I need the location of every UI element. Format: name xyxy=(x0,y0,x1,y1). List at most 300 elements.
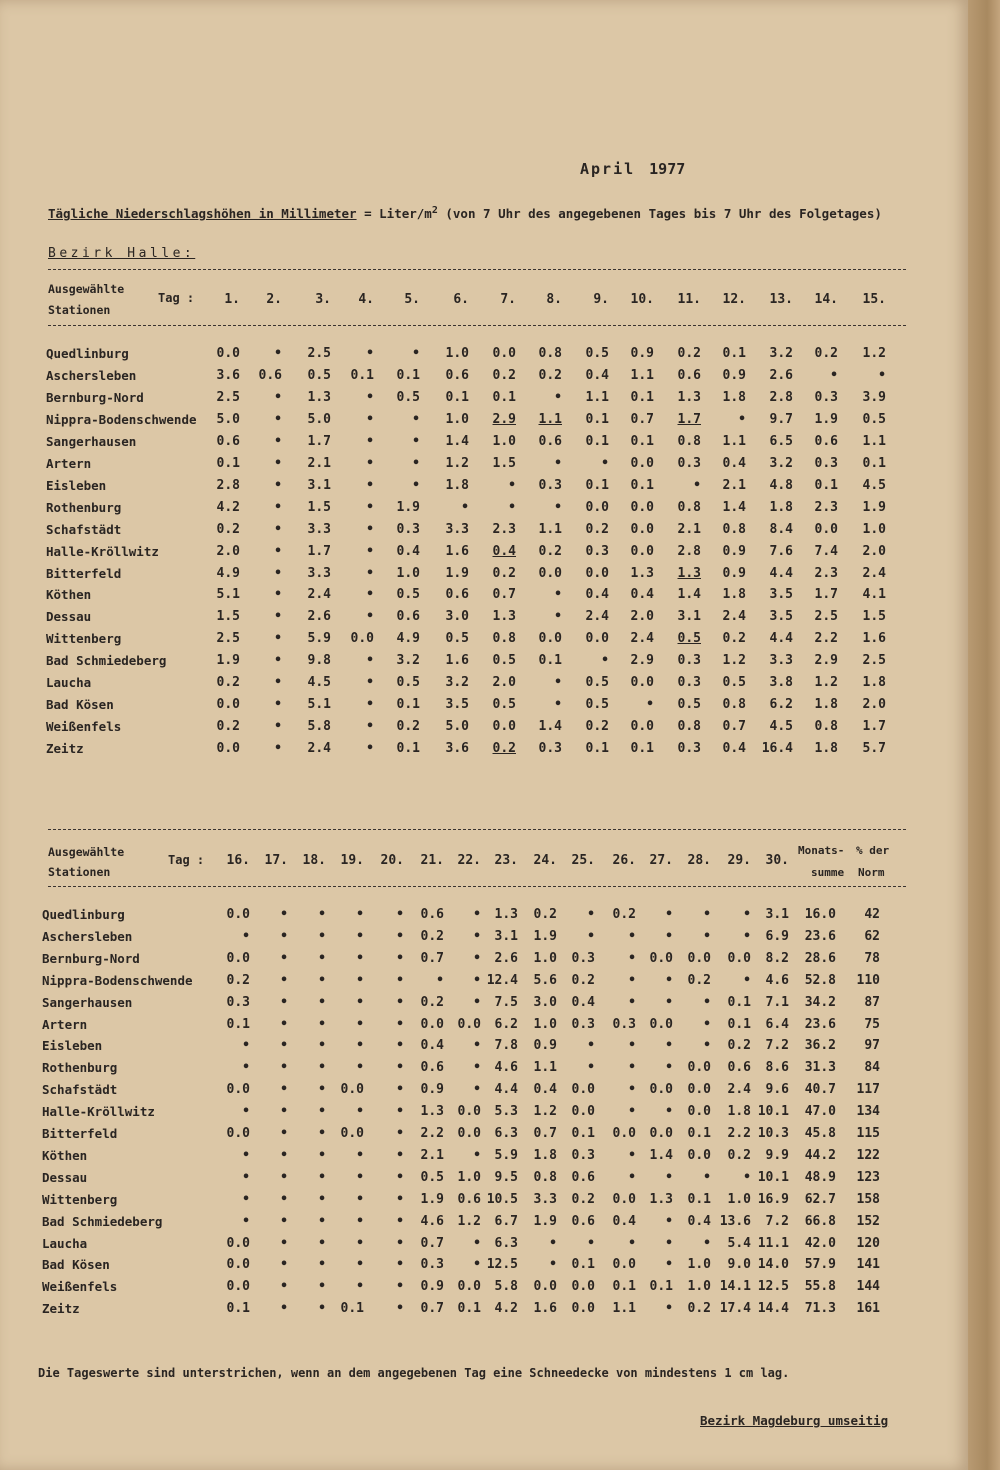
station-name: Artern xyxy=(42,1016,88,1032)
data-cell: 14.4 xyxy=(757,1301,789,1317)
data-cell: 3.0 xyxy=(445,609,469,625)
data-cell: 1.2 xyxy=(445,455,469,471)
data-cell: • xyxy=(274,565,282,581)
data-cell: 0.5 xyxy=(445,631,469,647)
data-cell: 0.2 xyxy=(677,346,701,361)
data-cell: • xyxy=(318,1016,326,1032)
data-cell: 1.9 xyxy=(396,499,420,515)
data-cell: 1.6 xyxy=(862,631,886,647)
data-cell: 0.5 xyxy=(677,631,701,647)
data-cell: 4.1 xyxy=(862,587,886,603)
data-cell: 1.8 xyxy=(722,587,746,603)
data-cell: • xyxy=(665,1169,673,1185)
dashed-rule xyxy=(48,829,906,830)
data-cell: 1.3 xyxy=(649,1191,673,1207)
data-cell: 0.2 xyxy=(538,543,562,559)
subtitle-sup: 2 xyxy=(431,205,438,216)
data-cell: 0.0 xyxy=(571,1279,595,1295)
data-cell: 2.8 xyxy=(769,389,793,405)
data-cell: 0.2 xyxy=(492,741,516,757)
data-cell: • xyxy=(280,950,288,966)
data-cell: 0.1 xyxy=(649,1279,673,1295)
data-cell: • xyxy=(274,543,282,559)
station-name: Zeitz xyxy=(42,1301,80,1317)
data-cell: • xyxy=(366,653,374,669)
data-cell: 0.2 xyxy=(687,1301,711,1317)
data-cell: 6.9 xyxy=(765,928,789,944)
data-cell: • xyxy=(646,697,654,713)
data-cell: 3.3 xyxy=(769,653,793,669)
data-cell: 0.0 xyxy=(538,565,562,581)
data-cell: 2.6 xyxy=(769,367,793,383)
data-cell: 0.0 xyxy=(216,741,240,757)
data-cell: • xyxy=(356,1279,364,1295)
data-cell: 2.9 xyxy=(630,653,654,669)
data-cell: 0.0 xyxy=(687,1147,711,1163)
data-cell: 0.0 xyxy=(630,719,654,735)
data-cell: 2.8 xyxy=(216,477,240,493)
data-cell: 0.0 xyxy=(492,346,516,361)
data-cell: 12.5 xyxy=(486,1257,518,1273)
data-cell: 122 xyxy=(856,1147,880,1163)
data-cell: 1.1 xyxy=(630,367,654,383)
data-cell: • xyxy=(274,346,282,361)
data-cell: • xyxy=(242,1191,250,1207)
data-cell: • xyxy=(366,477,374,493)
data-cell: 1.7 xyxy=(814,587,838,603)
data-cell: 2.1 xyxy=(722,477,746,493)
data-cell: • xyxy=(318,1147,326,1163)
region-heading: Bezirk Halle: xyxy=(48,246,196,261)
data-cell: 0.5 xyxy=(722,675,746,691)
data-cell: • xyxy=(436,972,444,988)
data-cell: 0.0 xyxy=(226,950,250,966)
data-cell: 2.1 xyxy=(307,455,331,471)
data-cell: 115 xyxy=(856,1126,880,1141)
data-cell: 0.3 xyxy=(571,1147,595,1163)
data-cell: 0.3 xyxy=(538,741,562,757)
data-cell: 0.6 xyxy=(396,609,420,625)
data-cell: • xyxy=(356,907,364,922)
data-cell: 0.8 xyxy=(677,433,701,449)
data-cell: 4.9 xyxy=(216,565,240,581)
station-name: Eisleben xyxy=(46,477,107,493)
day-header: 28. xyxy=(687,853,711,868)
data-cell: 0.5 xyxy=(492,653,516,669)
data-cell: 0.2 xyxy=(396,719,420,735)
data-cell: 0.5 xyxy=(677,697,701,713)
data-cell: • xyxy=(665,1257,673,1273)
data-cell: 3.5 xyxy=(769,609,793,625)
station-name: Eisleben xyxy=(42,1038,103,1054)
data-cell: 1.0 xyxy=(445,411,469,427)
data-cell: • xyxy=(743,907,751,922)
data-cell: 0.0 xyxy=(340,1082,364,1098)
data-cell: 7.2 xyxy=(765,1038,789,1054)
data-cell: 1.0 xyxy=(445,346,469,361)
data-cell: 2.0 xyxy=(216,543,240,559)
data-cell: • xyxy=(628,1038,636,1054)
day-header: 21. xyxy=(420,853,444,868)
data-cell: • xyxy=(280,1213,288,1229)
data-cell: 0.0 xyxy=(571,1082,595,1098)
data-cell: 0.2 xyxy=(216,675,240,691)
data-cell: 120 xyxy=(856,1235,880,1251)
data-cell: • xyxy=(366,609,374,625)
data-cell: 44.2 xyxy=(804,1147,836,1163)
data-cell: 0.2 xyxy=(420,928,444,944)
day-header: 1. xyxy=(224,292,240,307)
data-cell: 0.6 xyxy=(457,1191,481,1207)
station-name: Halle-Kröllwitz xyxy=(46,543,159,559)
data-cell: 2.9 xyxy=(492,411,516,427)
data-cell: 5.0 xyxy=(307,411,331,427)
data-cell: 0.8 xyxy=(722,697,746,713)
data-cell: 4.6 xyxy=(765,972,789,988)
data-cell: 1.5 xyxy=(862,609,886,625)
data-cell: 0.1 xyxy=(571,1257,595,1273)
data-cell: • xyxy=(280,1257,288,1273)
dashed-rule xyxy=(48,269,906,270)
data-cell: • xyxy=(412,433,420,449)
data-cell: 3.8 xyxy=(769,675,793,691)
data-cell: 0.4 xyxy=(630,587,654,603)
data-cell: 3.5 xyxy=(445,697,469,713)
data-cell: 2.4 xyxy=(307,587,331,603)
data-cell: 0.1 xyxy=(538,653,562,669)
data-cell: 13.6 xyxy=(719,1213,751,1229)
data-cell: 34.2 xyxy=(804,994,836,1010)
station-name: Halle-Kröllwitz xyxy=(42,1104,155,1120)
data-cell: 0.0 xyxy=(612,1126,636,1141)
station-name: Sangerhausen xyxy=(42,994,133,1010)
data-cell: • xyxy=(665,907,673,922)
data-cell: 2.3 xyxy=(814,499,838,515)
data-cell: 0.2 xyxy=(226,972,250,988)
station-name: Laucha xyxy=(46,675,92,691)
data-cell: 3.1 xyxy=(494,928,518,944)
station-name: Wittenberg xyxy=(46,631,122,647)
data-cell: 134 xyxy=(856,1104,880,1120)
data-cell: 2.4 xyxy=(727,1082,751,1098)
data-cell: 5.0 xyxy=(216,411,240,427)
data-cell: • xyxy=(280,1191,288,1207)
data-cell: • xyxy=(703,1038,711,1054)
station-name: Bitterfeld xyxy=(42,1126,118,1141)
data-cell: • xyxy=(396,1060,404,1076)
data-cell: 0.2 xyxy=(727,1038,751,1054)
data-cell: 7.5 xyxy=(494,994,518,1010)
data-cell: 0.0 xyxy=(226,907,250,922)
data-cell: 0.3 xyxy=(226,994,250,1010)
station-name: Weißenfels xyxy=(46,719,122,735)
data-cell: 0.3 xyxy=(814,455,838,471)
data-cell: • xyxy=(703,1016,711,1032)
data-cell: 0.1 xyxy=(862,455,886,471)
data-cell: 0.2 xyxy=(533,907,557,922)
data-cell: 4.5 xyxy=(307,675,331,691)
data-cell: 0.0 xyxy=(630,543,654,559)
data-cell: 0.4 xyxy=(492,543,516,559)
data-cell: • xyxy=(280,907,288,922)
data-cell: 0.3 xyxy=(677,675,701,691)
day-header: 30. xyxy=(765,853,789,868)
data-cell: 0.4 xyxy=(585,367,609,383)
data-cell: 2.0 xyxy=(630,609,654,625)
data-cell: • xyxy=(665,972,673,988)
data-cell: • xyxy=(280,1301,288,1317)
data-cell: • xyxy=(473,1235,481,1251)
data-cell: 1.9 xyxy=(216,653,240,669)
data-cell: • xyxy=(366,565,374,581)
data-cell: • xyxy=(356,928,364,944)
day-header: 24. xyxy=(533,853,557,868)
station-name: Bad Schmiedeberg xyxy=(46,653,167,669)
data-cell: • xyxy=(366,455,374,471)
data-cell: • xyxy=(274,719,282,735)
data-cell: • xyxy=(366,675,374,691)
data-cell: 3.2 xyxy=(769,455,793,471)
data-cell: • xyxy=(280,1016,288,1032)
data-cell: 1.3 xyxy=(677,389,701,405)
data-cell: 2.4 xyxy=(862,565,886,581)
data-cell: 7.4 xyxy=(814,543,838,559)
data-cell: 0.1 xyxy=(612,1279,636,1295)
data-cell: 0.0 xyxy=(585,499,609,515)
data-cell: 0.5 xyxy=(585,697,609,713)
data-cell: 0.2 xyxy=(571,1191,595,1207)
day-header: 18. xyxy=(302,853,326,868)
data-cell: 17.4 xyxy=(719,1301,751,1317)
data-cell: 0.0 xyxy=(585,631,609,647)
data-cell: 0.1 xyxy=(630,741,654,757)
data-cell: 0.1 xyxy=(687,1191,711,1207)
data-cell: • xyxy=(396,1016,404,1032)
station-name: Quedlinburg xyxy=(42,907,125,922)
data-cell: 9.6 xyxy=(765,1082,789,1098)
day-header: 25. xyxy=(571,853,595,868)
data-cell: • xyxy=(356,1147,364,1163)
station-name: Dessau xyxy=(42,1169,88,1185)
data-cell: 16.0 xyxy=(804,907,836,922)
data-cell: • xyxy=(628,950,636,966)
data-cell: 47.0 xyxy=(804,1104,836,1120)
data-cell: • xyxy=(738,411,746,427)
norm-percent-header: Norm xyxy=(858,866,885,879)
data-cell: • xyxy=(554,675,562,691)
data-cell: • xyxy=(587,1060,595,1076)
data-cell: • xyxy=(587,1235,595,1251)
data-cell: 0.0 xyxy=(457,1126,481,1141)
data-cell: • xyxy=(356,972,364,988)
data-cell: 0.2 xyxy=(687,972,711,988)
data-cell: 0.4 xyxy=(687,1213,711,1229)
data-cell: • xyxy=(878,367,886,383)
data-cell: • xyxy=(356,1257,364,1273)
data-cell: 0.2 xyxy=(585,521,609,537)
data-cell: 0.8 xyxy=(814,719,838,735)
data-cell: • xyxy=(356,1169,364,1185)
data-cell: 2.2 xyxy=(420,1126,444,1141)
data-cell: • xyxy=(665,1060,673,1076)
data-cell: 0.4 xyxy=(722,741,746,757)
page-title xyxy=(580,160,685,178)
data-cell: • xyxy=(274,697,282,713)
data-cell: 75 xyxy=(864,1016,880,1032)
data-cell: 1.9 xyxy=(445,565,469,581)
data-cell: 1.3 xyxy=(307,389,331,405)
data-cell: • xyxy=(665,1235,673,1251)
data-cell: • xyxy=(280,1279,288,1295)
data-cell: 9.9 xyxy=(765,1147,789,1163)
data-cell: • xyxy=(280,994,288,1010)
station-name: Schafstädt xyxy=(46,521,122,537)
data-cell: 1.4 xyxy=(722,499,746,515)
data-cell: • xyxy=(280,1169,288,1185)
data-cell: 1.7 xyxy=(862,719,886,735)
data-cell: 0.3 xyxy=(677,653,701,669)
data-cell: 0.7 xyxy=(630,411,654,427)
data-cell: • xyxy=(693,477,701,493)
data-cell: • xyxy=(274,609,282,625)
data-cell: • xyxy=(830,367,838,383)
data-cell: 0.1 xyxy=(571,1126,595,1141)
data-cell: 1.8 xyxy=(814,741,838,757)
day-header: 5. xyxy=(404,292,420,307)
data-cell: • xyxy=(318,1235,326,1251)
data-cell: 0.0 xyxy=(630,499,654,515)
data-cell: • xyxy=(366,499,374,515)
data-cell: 0.0 xyxy=(687,950,711,966)
data-cell: 2.5 xyxy=(862,653,886,669)
data-cell: • xyxy=(280,1147,288,1163)
data-cell: 0.0 xyxy=(687,1060,711,1076)
data-cell: 1.4 xyxy=(649,1147,673,1163)
data-cell: 0.1 xyxy=(396,697,420,713)
norm-percent-header: % der xyxy=(856,844,890,857)
day-header: 11. xyxy=(677,292,701,307)
data-cell: 4.4 xyxy=(769,631,793,647)
data-cell: 0.0 xyxy=(612,1257,636,1273)
data-cell: • xyxy=(703,907,711,922)
data-cell: 0.0 xyxy=(687,1082,711,1098)
data-cell: 5.7 xyxy=(862,741,886,757)
data-cell: • xyxy=(554,609,562,625)
station-name: Bad Schmiedeberg xyxy=(42,1213,163,1229)
data-cell: • xyxy=(242,1213,250,1229)
data-cell: 1.2 xyxy=(533,1104,557,1120)
data-cell: • xyxy=(366,389,374,405)
data-cell: 1.1 xyxy=(612,1301,636,1317)
data-cell: • xyxy=(665,1104,673,1120)
data-cell: 6.2 xyxy=(494,1016,518,1032)
data-cell: 1.9 xyxy=(862,499,886,515)
data-cell: 0.9 xyxy=(722,543,746,559)
data-cell: 0.0 xyxy=(226,1235,250,1251)
data-cell: • xyxy=(554,389,562,405)
data-cell: 3.1 xyxy=(307,477,331,493)
data-cell: 0.1 xyxy=(396,367,420,383)
data-cell: 0.6 xyxy=(445,367,469,383)
data-cell: 0.9 xyxy=(420,1279,444,1295)
data-cell: 8.6 xyxy=(765,1060,789,1076)
data-cell: 2.8 xyxy=(677,543,701,559)
data-cell: 11.1 xyxy=(757,1235,789,1251)
data-cell: 4.4 xyxy=(769,565,793,581)
data-cell: • xyxy=(628,1235,636,1251)
data-cell: 3.2 xyxy=(445,675,469,691)
data-cell: 36.2 xyxy=(804,1038,836,1054)
data-cell: 2.5 xyxy=(216,389,240,405)
data-cell: 0.0 xyxy=(457,1279,481,1295)
data-cell: 2.0 xyxy=(492,675,516,691)
data-cell: 0.2 xyxy=(216,521,240,537)
data-cell: 2.5 xyxy=(216,631,240,647)
data-cell: 52.8 xyxy=(804,972,836,988)
data-cell: • xyxy=(628,1060,636,1076)
data-cell: 12.5 xyxy=(757,1279,789,1295)
data-cell: 6.3 xyxy=(494,1235,518,1251)
data-cell: 45.8 xyxy=(804,1126,836,1141)
station-name: Dessau xyxy=(46,609,92,625)
data-cell: 62 xyxy=(864,928,880,944)
data-cell: • xyxy=(587,907,595,922)
data-cell: 0.9 xyxy=(533,1038,557,1054)
data-cell: 1.1 xyxy=(538,521,562,537)
data-cell: • xyxy=(743,1169,751,1185)
data-cell: 2.1 xyxy=(677,521,701,537)
data-cell: 144 xyxy=(856,1279,880,1295)
data-cell: 0.5 xyxy=(420,1169,444,1185)
data-cell: • xyxy=(274,631,282,647)
data-cell: 5.4 xyxy=(727,1235,751,1251)
data-cell: 0.1 xyxy=(630,477,654,493)
day-header: 2. xyxy=(266,292,282,307)
day-header: 12. xyxy=(722,292,746,307)
data-cell: 0.4 xyxy=(396,543,420,559)
data-cell: 0.1 xyxy=(727,1016,751,1032)
data-cell: • xyxy=(366,433,374,449)
data-cell: 2.4 xyxy=(722,609,746,625)
data-cell: 1.7 xyxy=(677,411,701,427)
station-name: Aschersleben xyxy=(46,367,137,383)
data-cell: 0.8 xyxy=(538,346,562,361)
data-cell: 57.9 xyxy=(804,1257,836,1273)
data-cell: • xyxy=(508,477,516,493)
data-cell: 0.9 xyxy=(420,1082,444,1098)
data-cell: • xyxy=(366,741,374,757)
data-cell: 0.0 xyxy=(216,346,240,361)
data-cell: • xyxy=(587,928,595,944)
data-cell: • xyxy=(242,1038,250,1054)
data-cell: • xyxy=(318,907,326,922)
data-cell: 117 xyxy=(856,1082,880,1098)
data-cell: 0.7 xyxy=(420,1301,444,1317)
station-name: Zeitz xyxy=(46,741,84,757)
data-cell: 2.2 xyxy=(727,1126,751,1141)
data-cell: 0.0 xyxy=(420,1016,444,1032)
day-header: 29. xyxy=(727,853,751,868)
data-cell: • xyxy=(396,1257,404,1273)
data-cell: 1.0 xyxy=(687,1279,711,1295)
data-cell: 1.4 xyxy=(677,587,701,603)
data-cell: • xyxy=(356,1038,364,1054)
data-cell: 161 xyxy=(856,1301,880,1317)
data-cell: • xyxy=(366,346,374,361)
data-cell: 9.5 xyxy=(494,1169,518,1185)
data-cell: 0.9 xyxy=(630,346,654,361)
data-cell: • xyxy=(554,587,562,603)
